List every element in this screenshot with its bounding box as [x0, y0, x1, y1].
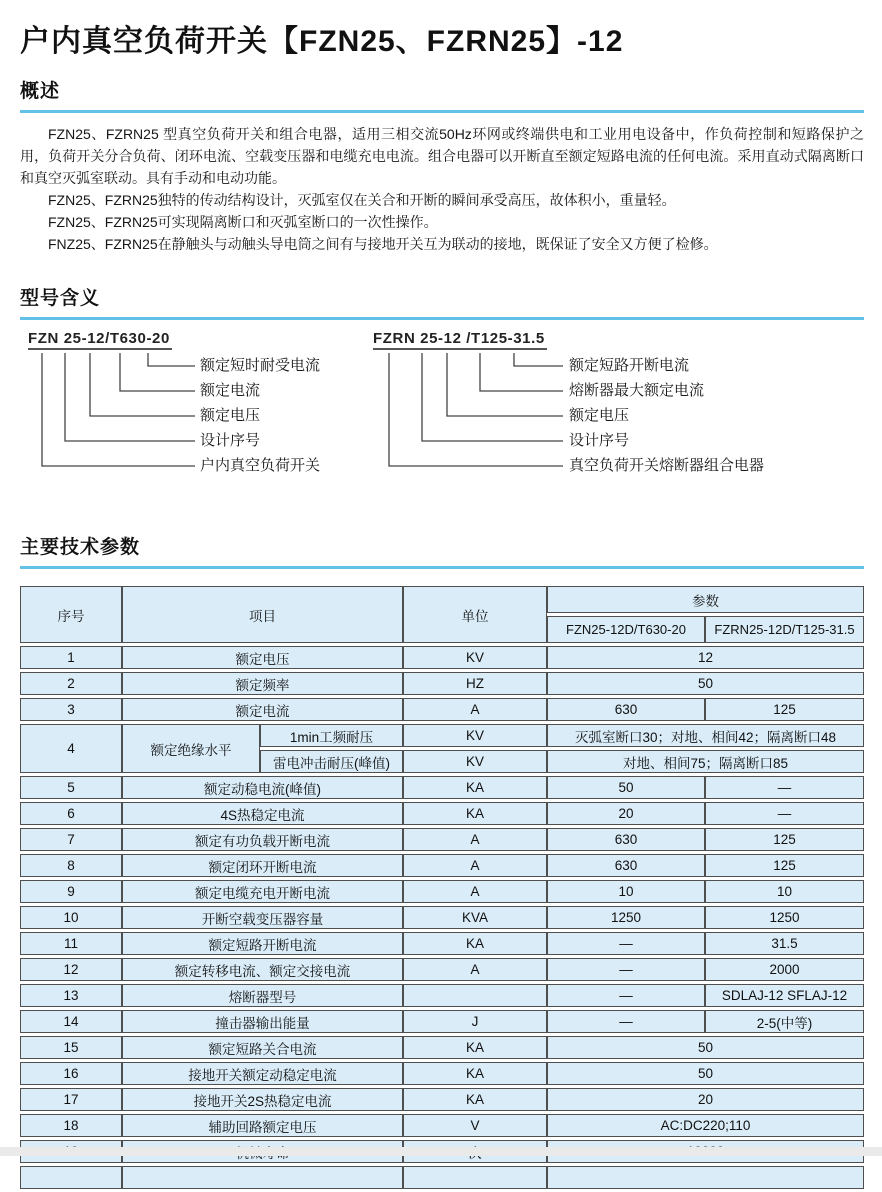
table-row	[20, 646, 864, 669]
spec-unit: KV	[403, 646, 547, 669]
spec-value: 50	[547, 1062, 864, 1085]
spec-item: 接地开关2S热稳定电流	[122, 1088, 403, 1111]
spec-unit: J	[403, 1010, 547, 1033]
table-row	[20, 724, 864, 747]
spec-unit: A	[403, 828, 547, 851]
specs-heading: 主要技术参数	[20, 537, 141, 558]
spec-item: 额定有功负载开断电流	[122, 828, 403, 851]
model-part-label: 户内真空负荷开关	[200, 457, 321, 474]
model-code: FZRN 25-12 /T125-31.5	[373, 330, 547, 350]
model-part-label: 设计序号	[200, 432, 261, 449]
spec-item: 辅助回路额定电压	[122, 1114, 403, 1137]
spec-value: 1250	[705, 906, 864, 929]
spec-value: 125	[705, 854, 864, 877]
spec-value: 125	[705, 698, 864, 721]
spec-value: 630	[547, 854, 705, 877]
model-part-label: 熔断器最大额定电流	[569, 382, 705, 399]
overview-paragraph: FZN25、FZRN25可实现隔离断口和灭弧室断口的一次性操作。	[48, 214, 438, 230]
spec-unit: A	[403, 698, 547, 721]
section-divider	[20, 317, 864, 320]
spec-subitem: 1min工频耐压	[260, 724, 403, 747]
spec-item: 开断空载变压器容量	[122, 906, 403, 929]
spec-value	[547, 1166, 864, 1189]
spec-item: 额定闭环开断电流	[122, 854, 403, 877]
model-code: FZN 25-12/T630-20	[28, 330, 172, 350]
spec-unit: KA	[403, 802, 547, 825]
spec-no: 10	[20, 906, 122, 929]
model-part-label: 额定电压	[200, 407, 261, 424]
overview-paragraph: FZN25、FZRN25独特的传动结构设计，灭弧室仅在关合和开断的瞬间承受高压，故体积小，重量轻。	[48, 192, 676, 208]
overview-paragraph: FZN25、FZRN25 型真空负荷开关和组合电器，适用三相交流50Hz环网或终端供电和工业用电设备中，作负荷控制和短路保护之用，负荷开关分合负荷、闭环电流、空载变压器和电缆充电电流。组合电器可以开断直至额定短路电流的任何电流。采用直动式隔离断口和真空灭弧室联动。具有手动和电动功能。	[20, 126, 864, 186]
spec-unit: KA	[403, 776, 547, 799]
spec-no: 13	[20, 984, 122, 1007]
col-header-no: 序号	[20, 586, 122, 643]
spec-no: 8	[20, 854, 122, 877]
spec-item: 额定短路关合电流	[122, 1036, 403, 1059]
spec-unit: A	[403, 958, 547, 981]
table-row	[20, 1010, 864, 1033]
spec-unit	[403, 984, 547, 1007]
table-row	[20, 984, 864, 1007]
spec-value: 灭弧室断口30；对地、相间42；隔离断口48	[547, 724, 864, 747]
model-diagrams	[20, 330, 864, 496]
specs-table	[20, 583, 864, 1192]
section-divider	[20, 566, 864, 569]
spec-no: 7	[20, 828, 122, 851]
spec-value: 50	[547, 776, 705, 799]
spec-unit: V	[403, 1114, 547, 1137]
page-title: 户内真空负荷开关【FZN25、FZRN25】-12	[20, 25, 624, 58]
spec-no: 4	[20, 724, 122, 773]
col-header-unit: 单位	[403, 586, 547, 643]
model-part-label: 额定短时耐受电流	[200, 357, 321, 374]
spec-no: 14	[20, 1010, 122, 1033]
spec-value: 31.5	[705, 932, 864, 955]
spec-value: —	[547, 1010, 705, 1033]
model-part-label: 额定电压	[569, 407, 630, 424]
spec-item: 熔断器型号	[122, 984, 403, 1007]
spec-unit	[403, 1166, 547, 1189]
spec-unit: KA	[403, 1088, 547, 1111]
spec-value: 2000	[705, 958, 864, 981]
spec-value: —	[547, 984, 705, 1007]
model-part-label: 额定电流	[200, 382, 261, 399]
spec-value: 125	[705, 828, 864, 851]
spec-unit: KVA	[403, 906, 547, 929]
spec-item: 4S热稳定电流	[122, 802, 403, 825]
spec-value: 50	[547, 672, 864, 695]
spec-item: 额定电流	[122, 698, 403, 721]
table-header-row	[20, 586, 864, 613]
spec-value: 10	[547, 880, 705, 903]
spec-unit: KA	[403, 932, 547, 955]
table-row	[20, 880, 864, 903]
table-row	[20, 1036, 864, 1059]
spec-unit: KA	[403, 1062, 547, 1085]
section-overview	[20, 76, 864, 255]
col-header-model-fzrn: FZRN25-12D/T125-31.5	[705, 616, 864, 643]
model-heading: 型号含义	[20, 288, 101, 309]
spec-no	[20, 1166, 122, 1189]
spec-item: 额定绝缘水平	[122, 724, 260, 773]
spec-item: 额定电缆充电开断电流	[122, 880, 403, 903]
table-row	[20, 698, 864, 721]
spec-no: 18	[20, 1114, 122, 1137]
spec-value: —	[705, 776, 864, 799]
spec-value: 50	[547, 1036, 864, 1059]
table-row	[20, 1088, 864, 1111]
spec-item: 额定频率	[122, 672, 403, 695]
model-part-label: 额定短路开断电流	[569, 357, 690, 374]
spec-unit: A	[403, 880, 547, 903]
table-row	[20, 932, 864, 955]
spec-item	[122, 1166, 403, 1189]
spec-value: AC:DC220;110	[547, 1114, 864, 1137]
spec-value: 630	[547, 698, 705, 721]
spec-item: 接地开关额定动稳定电流	[122, 1062, 403, 1085]
spec-item: 额定转移电流、额定交接电流	[122, 958, 403, 981]
spec-no: 15	[20, 1036, 122, 1059]
section-divider	[20, 110, 864, 113]
spec-no: 16	[20, 1062, 122, 1085]
table-row	[20, 854, 864, 877]
overview-paragraph: FNZ25、FZRN25在静触头与动触头导电筒之间有与接地开关互为联动的接地，既保证了安全又方便了检修。	[48, 236, 718, 252]
spec-no: 11	[20, 932, 122, 955]
col-header-model-fzn: FZN25-12D/T630-20	[547, 616, 705, 643]
table-row	[20, 802, 864, 825]
spec-item: 额定短路开断电流	[122, 932, 403, 955]
page-bottom-edge	[0, 1147, 882, 1156]
table-row	[20, 1062, 864, 1085]
spec-value: 630	[547, 828, 705, 851]
spec-unit: KV	[403, 724, 547, 747]
spec-value: 12	[547, 646, 864, 669]
col-header-param: 参数	[547, 586, 864, 613]
model-part-label: 真空负荷开关熔断器组合电器	[569, 457, 765, 474]
spec-item: 撞击器输出能量	[122, 1010, 403, 1033]
spec-value: 20	[547, 802, 705, 825]
spec-value: 对地、相间75；隔离断口85	[547, 750, 864, 773]
spec-no: 9	[20, 880, 122, 903]
spec-no: 3	[20, 698, 122, 721]
spec-item: 额定电压	[122, 646, 403, 669]
spec-value: 20	[547, 1088, 864, 1111]
spec-unit: KV	[403, 750, 547, 773]
table-row	[20, 776, 864, 799]
spec-value: 2-5(中等)	[705, 1010, 864, 1033]
table-row	[20, 1166, 864, 1189]
model-part-label: 设计序号	[569, 432, 630, 449]
spec-value: —	[547, 958, 705, 981]
spec-no: 17	[20, 1088, 122, 1111]
spec-value: 1250	[547, 906, 705, 929]
spec-value: SDLAJ-12 SFLAJ-12	[705, 984, 864, 1007]
table-row	[20, 906, 864, 929]
spec-no: 6	[20, 802, 122, 825]
table-row	[20, 672, 864, 695]
table-row	[20, 958, 864, 981]
section-specs	[20, 532, 864, 1192]
spec-no: 2	[20, 672, 122, 695]
spec-unit: A	[403, 854, 547, 877]
col-header-item: 项目	[122, 586, 403, 643]
spec-no: 12	[20, 958, 122, 981]
spec-no: 1	[20, 646, 122, 669]
spec-subitem: 雷电冲击耐压(峰值)	[260, 750, 403, 773]
spec-value: —	[705, 802, 864, 825]
overview-heading: 概述	[20, 81, 61, 102]
spec-unit: HZ	[403, 672, 547, 695]
spec-item: 额定动稳电流(峰值)	[122, 776, 403, 799]
table-row	[20, 828, 864, 851]
spec-no: 5	[20, 776, 122, 799]
table-row	[20, 1114, 864, 1137]
spec-value: —	[547, 932, 705, 955]
model-diagram-fzrn	[373, 330, 882, 490]
spec-unit: KA	[403, 1036, 547, 1059]
section-model-meaning	[20, 283, 864, 496]
spec-value: 10	[705, 880, 864, 903]
